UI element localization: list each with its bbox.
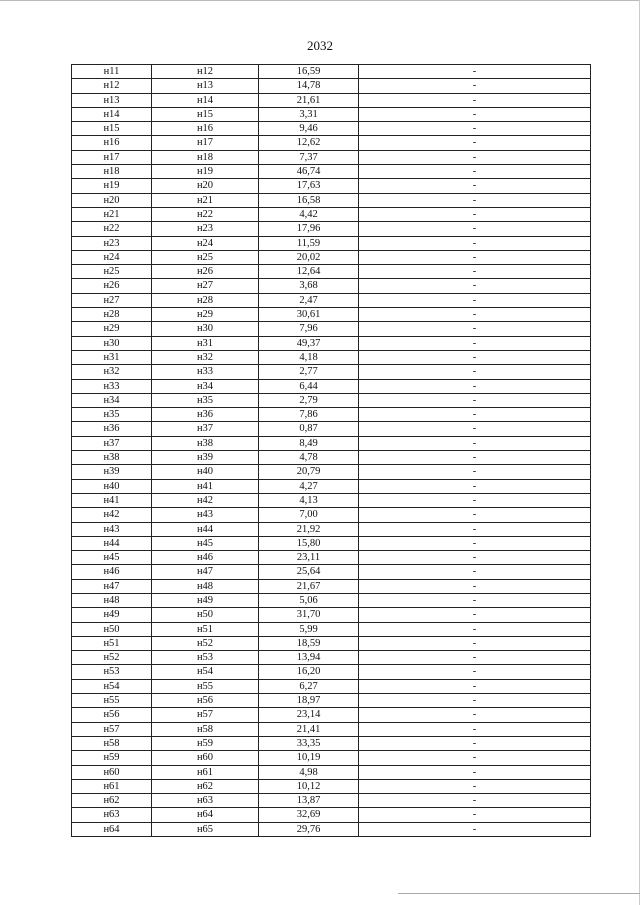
length-cell: 4,18 [259,350,359,364]
to-point-cell: н36 [152,408,259,422]
to-point-cell: н17 [152,136,259,150]
description-cell: - [359,465,591,479]
to-point-cell: н31 [152,336,259,350]
table-row [72,608,591,622]
length-cell: 7,00 [259,508,359,522]
from-point-cell: н41 [72,493,152,507]
to-point-cell: н34 [152,379,259,393]
description-cell: - [359,708,591,722]
table-row [72,408,591,422]
from-point-cell: н59 [72,751,152,765]
from-point-cell: н56 [72,708,152,722]
to-point-cell: н64 [152,808,259,822]
description-cell: - [359,136,591,150]
to-point-cell: н61 [152,765,259,779]
from-point-cell: н40 [72,479,152,493]
length-cell: 18,59 [259,636,359,650]
table-row [72,93,591,107]
to-point-cell: н59 [152,736,259,750]
description-cell: - [359,165,591,179]
to-point-cell: н49 [152,593,259,607]
table-row [72,822,591,836]
length-cell: 46,74 [259,165,359,179]
table-row [72,551,591,565]
length-cell: 5,06 [259,593,359,607]
description-cell: - [359,508,591,522]
table-row [72,322,591,336]
table-row [72,751,591,765]
description-cell: - [359,565,591,579]
length-cell: 9,46 [259,122,359,136]
description-cell: - [359,65,591,79]
length-cell: 33,35 [259,736,359,750]
length-cell: 6,44 [259,379,359,393]
table-body [72,65,591,837]
to-point-cell: н56 [152,694,259,708]
to-point-cell: н16 [152,122,259,136]
from-point-cell: н54 [72,679,152,693]
description-cell: - [359,207,591,221]
from-point-cell: н22 [72,222,152,236]
length-cell: 30,61 [259,308,359,322]
table-row [72,79,591,93]
description-cell: - [359,365,591,379]
from-point-cell: н38 [72,451,152,465]
table-row [72,479,591,493]
to-point-cell: н42 [152,493,259,507]
length-cell: 3,31 [259,107,359,121]
table-row [72,493,591,507]
to-point-cell: н29 [152,308,259,322]
from-point-cell: н20 [72,193,152,207]
to-point-cell: н33 [152,365,259,379]
description-cell: - [359,794,591,808]
to-point-cell: н44 [152,522,259,536]
from-point-cell: н61 [72,779,152,793]
from-point-cell: н60 [72,765,152,779]
length-cell: 2,77 [259,365,359,379]
to-point-cell: н20 [152,179,259,193]
description-cell: - [359,107,591,121]
description-cell: - [359,93,591,107]
to-point-cell: н37 [152,422,259,436]
description-cell: - [359,751,591,765]
table-row [72,265,591,279]
to-point-cell: н39 [152,451,259,465]
from-point-cell: н12 [72,79,152,93]
length-cell: 0,87 [259,422,359,436]
from-point-cell: н45 [72,551,152,565]
length-cell: 2,79 [259,393,359,407]
length-cell: 20,79 [259,465,359,479]
length-cell: 2,47 [259,293,359,307]
to-point-cell: н62 [152,779,259,793]
table-row [72,593,591,607]
from-point-cell: н36 [72,422,152,436]
to-point-cell: н55 [152,679,259,693]
length-cell: 21,41 [259,722,359,736]
from-point-cell: н34 [72,393,152,407]
description-cell: - [359,493,591,507]
description-cell: - [359,322,591,336]
table-row [72,150,591,164]
table-row [72,779,591,793]
from-point-cell: н62 [72,794,152,808]
table-row [72,508,591,522]
table-row [72,665,591,679]
table-row [72,279,591,293]
to-point-cell: н22 [152,207,259,221]
length-cell: 13,94 [259,651,359,665]
from-point-cell: н55 [72,694,152,708]
from-point-cell: н58 [72,736,152,750]
length-cell: 8,49 [259,436,359,450]
length-cell: 49,37 [259,336,359,350]
length-cell: 4,98 [259,765,359,779]
to-point-cell: н40 [152,465,259,479]
to-point-cell: н21 [152,193,259,207]
table-row [72,65,591,79]
description-cell: - [359,79,591,93]
length-cell: 4,13 [259,493,359,507]
description-cell: - [359,222,591,236]
to-point-cell: н35 [152,393,259,407]
from-point-cell: н33 [72,379,152,393]
length-cell: 7,96 [259,322,359,336]
footer-line [398,893,640,894]
to-point-cell: н32 [152,350,259,364]
table-row [72,636,591,650]
from-point-cell: н16 [72,136,152,150]
from-point-cell: н46 [72,565,152,579]
table-row [72,579,591,593]
table-row [72,179,591,193]
to-point-cell: н58 [152,722,259,736]
table-row [72,722,591,736]
from-point-cell: н28 [72,308,152,322]
table-row [72,193,591,207]
length-cell: 21,67 [259,579,359,593]
table-row [72,708,591,722]
from-point-cell: н43 [72,522,152,536]
length-cell: 31,70 [259,608,359,622]
table-row [72,336,591,350]
from-point-cell: н42 [72,508,152,522]
from-point-cell: н14 [72,107,152,121]
description-cell: - [359,679,591,693]
length-cell: 11,59 [259,236,359,250]
to-point-cell: н51 [152,622,259,636]
to-point-cell: н47 [152,565,259,579]
description-cell: - [359,236,591,250]
description-cell: - [359,308,591,322]
to-point-cell: н12 [152,65,259,79]
description-cell: - [359,279,591,293]
table-row [72,207,591,221]
to-point-cell: н53 [152,651,259,665]
table-row [72,293,591,307]
length-cell: 17,96 [259,222,359,236]
table-row [72,379,591,393]
to-point-cell: н65 [152,822,259,836]
description-cell: - [359,293,591,307]
length-cell: 4,27 [259,479,359,493]
table-row [72,165,591,179]
length-cell: 13,87 [259,794,359,808]
description-cell: - [359,636,591,650]
description-cell: - [359,250,591,264]
to-point-cell: н46 [152,551,259,565]
to-point-cell: н41 [152,479,259,493]
from-point-cell: н30 [72,336,152,350]
description-cell: - [359,722,591,736]
description-cell: - [359,765,591,779]
to-point-cell: н63 [152,794,259,808]
length-cell: 20,02 [259,250,359,264]
table-row [72,465,591,479]
description-cell: - [359,150,591,164]
page-edge-top [0,0,640,1]
table-row [72,436,591,450]
page-number: 2032 [307,38,333,53]
length-cell: 29,76 [259,822,359,836]
description-cell: - [359,193,591,207]
length-cell: 4,42 [259,207,359,221]
length-cell: 25,64 [259,565,359,579]
from-point-cell: н31 [72,350,152,364]
description-cell: - [359,736,591,750]
from-point-cell: н50 [72,622,152,636]
from-point-cell: н57 [72,722,152,736]
description-cell: - [359,665,591,679]
length-cell: 10,12 [259,779,359,793]
from-point-cell: н15 [72,122,152,136]
table-row [72,222,591,236]
table-row [72,308,591,322]
description-cell: - [359,451,591,465]
to-point-cell: н30 [152,322,259,336]
from-point-cell: н19 [72,179,152,193]
from-point-cell: н32 [72,365,152,379]
to-point-cell: н50 [152,608,259,622]
description-cell: - [359,122,591,136]
to-point-cell: н54 [152,665,259,679]
length-cell: 16,58 [259,193,359,207]
table-row [72,136,591,150]
length-cell: 4,78 [259,451,359,465]
length-cell: 14,78 [259,79,359,93]
table-row [72,422,591,436]
from-point-cell: н48 [72,593,152,607]
length-cell: 15,80 [259,536,359,550]
length-cell: 16,59 [259,65,359,79]
length-cell: 7,37 [259,150,359,164]
to-point-cell: н26 [152,265,259,279]
length-cell: 32,69 [259,808,359,822]
description-cell: - [359,651,591,665]
description-cell: - [359,422,591,436]
length-cell: 6,27 [259,679,359,693]
to-point-cell: н24 [152,236,259,250]
to-point-cell: н18 [152,150,259,164]
description-cell: - [359,265,591,279]
table-row [72,765,591,779]
description-cell: - [359,608,591,622]
from-point-cell: н49 [72,608,152,622]
length-cell: 21,61 [259,93,359,107]
length-cell: 23,14 [259,708,359,722]
table-row [72,536,591,550]
to-point-cell: н23 [152,222,259,236]
description-cell: - [359,350,591,364]
from-point-cell: н13 [72,93,152,107]
length-cell: 17,63 [259,179,359,193]
description-cell: - [359,808,591,822]
to-point-cell: н27 [152,279,259,293]
from-point-cell: н37 [72,436,152,450]
length-cell: 21,92 [259,522,359,536]
length-cell: 10,19 [259,751,359,765]
from-point-cell: н11 [72,65,152,79]
to-point-cell: н52 [152,636,259,650]
description-cell: - [359,551,591,565]
description-cell: - [359,593,591,607]
description-cell: - [359,479,591,493]
description-cell: - [359,179,591,193]
from-point-cell: н64 [72,822,152,836]
to-point-cell: н43 [152,508,259,522]
from-point-cell: н26 [72,279,152,293]
to-point-cell: н25 [152,250,259,264]
from-point-cell: н24 [72,250,152,264]
length-cell: 5,99 [259,622,359,636]
from-point-cell: н44 [72,536,152,550]
table-row [72,122,591,136]
table-row [72,250,591,264]
to-point-cell: н19 [152,165,259,179]
length-cell: 3,68 [259,279,359,293]
table-row [72,679,591,693]
from-point-cell: н53 [72,665,152,679]
to-point-cell: н38 [152,436,259,450]
length-cell: 23,11 [259,551,359,565]
description-cell: - [359,336,591,350]
table-row [72,794,591,808]
from-point-cell: н18 [72,165,152,179]
table-row [72,451,591,465]
description-cell: - [359,536,591,550]
from-point-cell: н35 [72,408,152,422]
table-row [72,393,591,407]
length-cell: 16,20 [259,665,359,679]
from-point-cell: н21 [72,207,152,221]
from-point-cell: н51 [72,636,152,650]
description-cell: - [359,779,591,793]
to-point-cell: н45 [152,536,259,550]
table-row [72,651,591,665]
from-point-cell: н27 [72,293,152,307]
table-row [72,236,591,250]
table-row [72,565,591,579]
table-row [72,365,591,379]
table-row [72,736,591,750]
description-cell: - [359,622,591,636]
table-row [72,350,591,364]
to-point-cell: н60 [152,751,259,765]
description-cell: - [359,579,591,593]
length-cell: 12,62 [259,136,359,150]
from-point-cell: н23 [72,236,152,250]
to-point-cell: н57 [152,708,259,722]
from-point-cell: н47 [72,579,152,593]
description-cell: - [359,436,591,450]
from-point-cell: н29 [72,322,152,336]
table-row [72,808,591,822]
from-point-cell: н52 [72,651,152,665]
to-point-cell: н48 [152,579,259,593]
to-point-cell: н14 [152,93,259,107]
table-row [72,522,591,536]
to-point-cell: н15 [152,107,259,121]
table-row [72,107,591,121]
description-cell: - [359,408,591,422]
length-cell: 7,86 [259,408,359,422]
from-point-cell: н39 [72,465,152,479]
length-cell: 18,97 [259,694,359,708]
description-cell: - [359,522,591,536]
from-point-cell: н25 [72,265,152,279]
length-cell: 12,64 [259,265,359,279]
description-cell: - [359,822,591,836]
to-point-cell: н28 [152,293,259,307]
description-cell: - [359,393,591,407]
table-row [72,694,591,708]
description-cell: - [359,379,591,393]
from-point-cell: н63 [72,808,152,822]
table-row [72,622,591,636]
to-point-cell: н13 [152,79,259,93]
from-point-cell: н17 [72,150,152,164]
boundary-segments-table [71,64,591,837]
description-cell: - [359,694,591,708]
